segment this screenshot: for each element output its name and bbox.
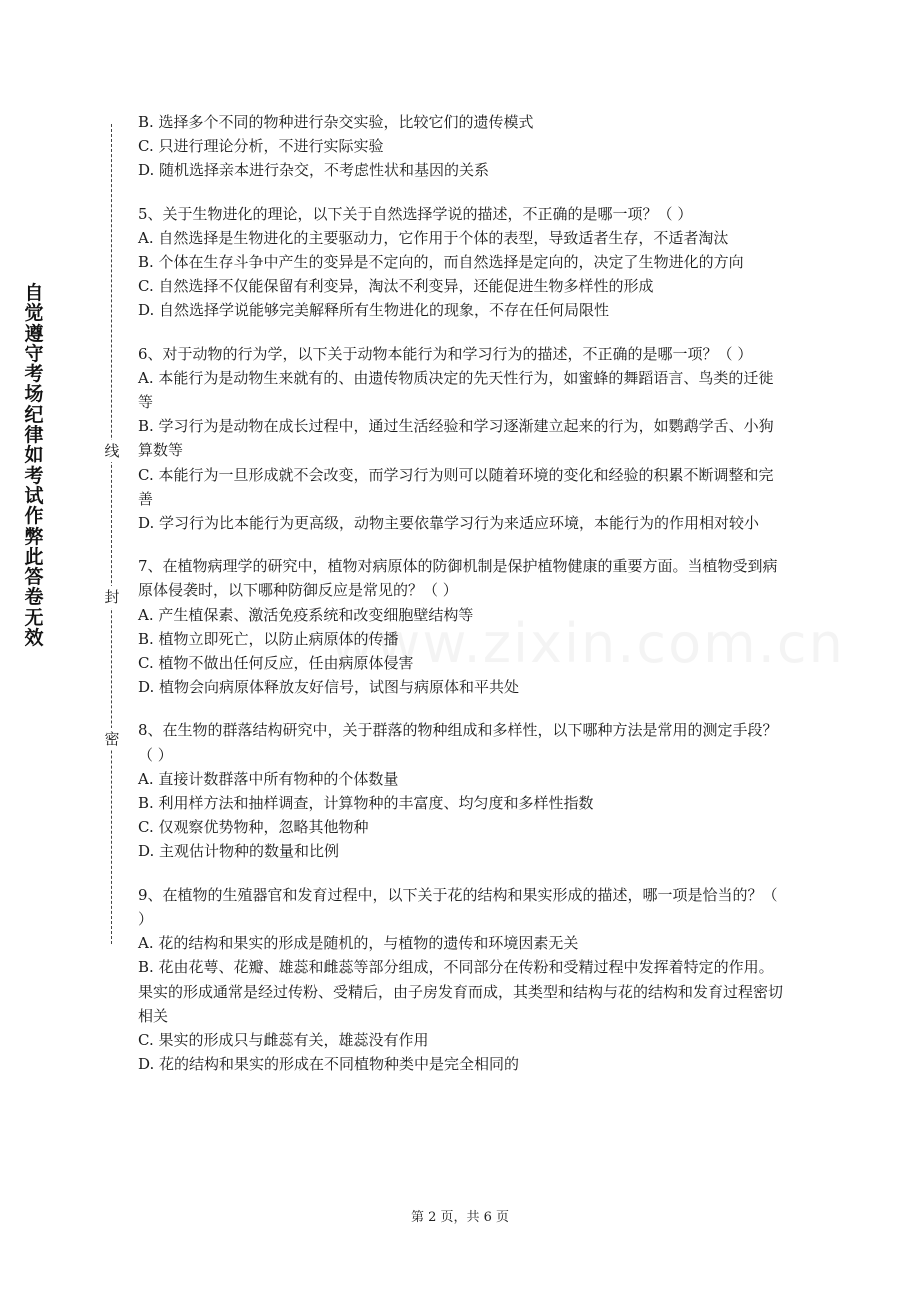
option-a: A. 直接计数群落中所有物种的个体数量 [138,769,399,788]
option: B. 选择多个不同的物种进行杂交实验，比较它们的遗传模式 [138,113,534,131]
option: D. 随机选择亲本进行杂交，不考虑性状和基因的关系 [138,161,490,180]
option-c: C. 仅观察优势物种，忽略其他物种 [138,818,369,837]
question-stem: 6、对于动物的行为学，以下关于动物本能行为和学习行为的描述，不正确的是哪一项？（ ） [138,344,753,363]
option-d: D. 自然选择学说能够完美解释所有生物进化的现象，不存在任何局限性 [138,301,610,320]
option-a: A. 产生植保素、激活免疫系统和改变细胞壁结构等 [138,605,474,624]
question-stem: 7、在植物病理学的研究中，植物对病原体的防御机制是保护植物健康的重要方面。当植物受到病原体侵袭时，以下哪种防御反应是常见的？（ ） [138,557,778,600]
option-b: B. 个体在生存斗争中产生的变异是不定向的，而自然选择是定向的，决定了生物进化的方向 [138,253,744,272]
option-d: D. 花的结构和果实的形成在不同植物种类中是完全相同的 [138,1055,520,1074]
question-8 [138,718,788,863]
question-6 [138,342,788,536]
option-a: A. 花的结构和果实的形成是随机的，与植物的遗传和环境因素无关 [138,934,579,953]
option-a: A. 本能行为是动物生来就有的、由遗传物质决定的先天性行为，如蜜蜂的舞蹈语言、鸟类的迁徙等 [138,368,774,412]
option: C. 只进行理论分析，不进行实际实验 [138,137,384,156]
option-b: B. 花由花萼、花瓣、雄蕊和雌蕊等部分组成，不同部分在传粉和受精过程中发挥着特定的作用。果实的形成通常是经过传粉、受精后，由子房发育而成，其类型和结构与花的结构和发育过程密切相关 [138,958,784,1025]
question-9 [138,883,788,1077]
previous-question-options [138,110,788,183]
seal-dashed-line [111,124,112,944]
seal-mark-mi: 密 [102,728,122,750]
option-d: D. 植物会向病原体释放友好信号，试图与病原体和平共处 [138,678,520,697]
option-b: B. 利用样方法和抽样调查，计算物种的丰富度、均匀度和多样性指数 [138,794,594,813]
option-b: B. 植物立即死亡，以防止病原体的传播 [138,629,399,648]
option-d: D. 主观估计物种的数量和比例 [138,842,340,861]
question-stem: 8、在生物的群落结构研究中，关于群落的物种组成和多样性，以下哪种方法是常用的测定手段？（ ） [138,721,778,764]
question-5 [138,202,788,323]
seal-mark-xian: 线 [102,440,122,462]
seal-mark-feng: 封 [102,586,122,608]
option-a: A. 自然选择是生物进化的主要驱动力，它作用于个体的表型，导致适者生存，不适者淘汰 [138,228,729,247]
exam-content [138,110,788,1076]
question-7 [138,554,788,699]
question-stem: 9、在植物的生殖器官和发育过程中，以下关于花的结构和果实形成的描述，哪一项是恰当的？（ ） [138,885,778,928]
question-stem: 5、关于生物进化的理论，以下关于自然选择学说的描述，不正确的是哪一项？（ ） [138,204,693,223]
option-b: B. 学习行为是动物在成长过程中，通过生活经验和学习逐渐建立起来的行为，如鹦鹉学舌、小狗算数等 [138,417,774,460]
option-c: C. 植物不做出任何反应，任由病原体侵害 [138,654,414,673]
exam-discipline-notice: 自觉遵守考场纪律如考试作弊此答卷无效 [24,282,44,650]
page-number-footer: 第 2 页，共 6 页 [410,1210,510,1225]
option-c: C. 果实的形成只与雌蕊有关，雄蕊没有作用 [138,1030,429,1049]
option-c: C. 本能行为一旦形成就不会改变，而学习行为则可以随着环境的变化和经验的积累不断调整和完善 [138,465,774,508]
option-c: C. 自然选择不仅能保留有利变异，淘汰不利变异，还能促进生物多样性的形成 [138,277,654,296]
option-d: D. 学习行为比本能行为更高级，动物主要依靠学习行为来适应环境，本能行为的作用相对较小 [138,514,760,533]
